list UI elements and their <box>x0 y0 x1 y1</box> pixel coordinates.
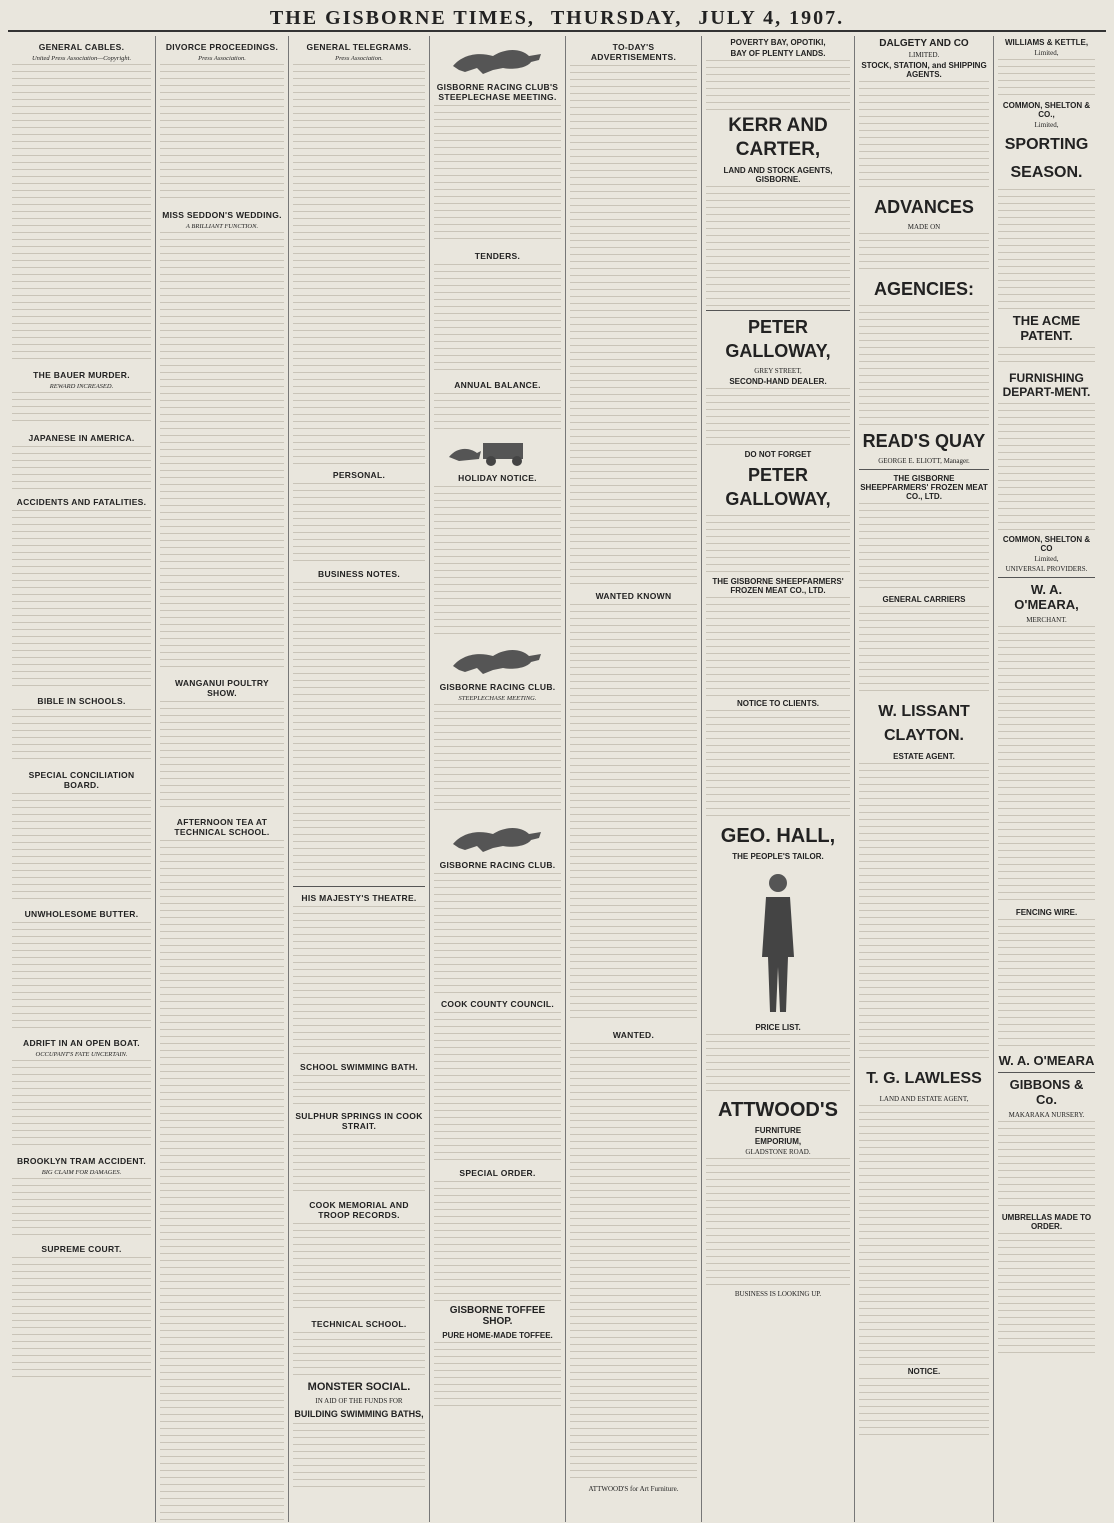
coach-horse <box>449 449 481 461</box>
coach-wheel <box>512 456 522 466</box>
article-text <box>293 582 425 882</box>
article-text <box>434 1181 561 1301</box>
racehorse-illustration <box>443 818 553 854</box>
ad-text <box>859 233 989 273</box>
heading-afternoon-tea: AFTERNOON TEA AT TECHNICAL SCHOOL. <box>174 817 270 837</box>
article-text <box>293 1223 425 1313</box>
heading-acme: THE ACME PATENT. <box>1012 313 1081 343</box>
heading-reads-quay: READ'S QUAY <box>862 431 986 451</box>
heading-notice: NOTICE. <box>907 1367 941 1376</box>
ad-text <box>706 60 850 110</box>
subhead: STEEPLECHASE MEETING. <box>458 695 537 702</box>
article-text <box>293 1423 425 1493</box>
ad-text <box>859 1378 989 1438</box>
ad-text <box>859 503 989 593</box>
heading-holiday: HOLIDAY NOTICE. <box>458 473 537 483</box>
heading-wanted: WANTED. <box>612 1030 655 1040</box>
ad-line: EMPORIUM, <box>754 1137 802 1146</box>
subhead: United Press Association—Copyright. <box>31 55 132 62</box>
coach-illustration <box>443 437 553 467</box>
heading-omeara: W. A. O'MEARA, <box>1014 582 1079 612</box>
heading-annual-balance: ANNUAL BALANCE. <box>454 380 541 390</box>
divider <box>706 310 850 311</box>
heading-peter-galloway: PETER GALLOWAY, <box>725 317 831 361</box>
heading-frozen-meat: THE GISBORNE SHEEPFARMERS' FROZEN MEAT CO., LTD. <box>860 474 988 501</box>
ad-text <box>998 1233 1095 1353</box>
ad-text <box>706 710 850 820</box>
heading-common-shelton-2: COMMON, SHELTON & CO <box>1002 535 1091 553</box>
heading-omeara-2: W. A. O'MEARA <box>998 1053 1095 1068</box>
masthead-date: JULY 4, 1907. <box>698 6 845 29</box>
article-text <box>293 1332 425 1377</box>
subhead: Press Association. <box>198 55 246 62</box>
divider <box>998 577 1095 578</box>
article-text <box>160 64 284 204</box>
ad-text <box>706 597 850 697</box>
heading-kerr-carter: KERR AND CARTER, <box>728 115 828 160</box>
ad-line: MADE ON <box>907 223 941 231</box>
heading-toffee-shop: GISBORNE TOFFEE SHOP. <box>449 1305 546 1327</box>
subhead: LAND AND STOCK AGENTS, GISBORNE. <box>723 166 833 184</box>
divider <box>998 1072 1095 1073</box>
racehorse-illustration <box>443 640 553 676</box>
ad-text <box>859 606 989 696</box>
ad-line: MAKARAKA NURSERY. <box>1008 1111 1085 1119</box>
heading-telegrams: GENERAL TELEGRAMS. <box>306 42 412 52</box>
ad-text <box>706 1158 850 1288</box>
heading-theatre: HIS MAJESTY'S THEATRE. <box>301 893 417 903</box>
article-text <box>293 1075 425 1105</box>
column-7 <box>855 36 994 1522</box>
article-text <box>434 704 561 814</box>
columns <box>8 36 1106 1522</box>
heading-japanese: JAPANESE IN AMERICA. <box>28 433 135 443</box>
article-text <box>12 64 151 364</box>
heading-racing-club-3: GISBORNE RACING CLUB. <box>439 860 556 870</box>
ad-text <box>998 347 1095 367</box>
ad-text <box>998 403 1095 533</box>
ad-line: Limited, <box>1034 49 1059 57</box>
heading-divorce: DIVORCE PROCEEDINGS. <box>165 42 279 52</box>
column-1 <box>8 36 156 1522</box>
article-text <box>293 483 425 563</box>
article-text <box>12 446 151 491</box>
ad-text <box>859 763 989 1063</box>
heading-butter: UNWHOLESOME BUTTER. <box>24 909 139 919</box>
classified-text <box>570 1043 697 1483</box>
heading-common-shelton: COMMON, SHELTON & CO., <box>1002 101 1091 119</box>
article-text <box>293 906 425 1056</box>
heading-gibbons: GIBBONS & Co. <box>1009 1077 1084 1107</box>
ad-line: GREY STREET, <box>754 367 802 375</box>
ad-line: MERCHANT. <box>1026 616 1067 624</box>
heading-conciliation: SPECIAL CONCILIATION BOARD. <box>28 770 135 790</box>
heading-supreme-court: SUPREME COURT. <box>41 1244 122 1254</box>
article-text <box>12 1257 151 1377</box>
ad-text <box>859 305 989 425</box>
ad-line: ESTATE AGENT. <box>893 752 955 761</box>
ad-line: GEORGE E. ELIOTT, Manager. <box>878 457 970 465</box>
figure-body <box>762 897 794 1012</box>
column-2 <box>156 36 289 1522</box>
ad-line: PURE HOME-MADE TOFFEE. <box>442 1331 553 1340</box>
heading-todays-ads: TO-DAY'S ADVERTISEMENTS. <box>590 42 677 62</box>
column-8 <box>994 36 1099 1522</box>
ad-line: SECOND-HAND DEALER. <box>729 377 827 386</box>
heading-cook-county: COOK COUNTY COUNCIL. <box>440 999 555 1009</box>
subhead: BIG CLAIM FOR DAMAGES. <box>41 1169 122 1176</box>
column-4 <box>430 36 566 1522</box>
heading-tenders: TENDERS. <box>474 251 521 261</box>
divider <box>859 469 989 470</box>
ad-line: LAND AND ESTATE AGENT, <box>879 1095 969 1103</box>
figure-head <box>769 874 787 892</box>
heading-sulphur: SULPHUR SPRINGS IN COOK STRAIT. <box>295 1111 423 1131</box>
subhead: A BRILLIANT FUNCTION. <box>185 223 259 230</box>
heading-frozen-meat: THE GISBORNE SHEEPFARMERS' FROZEN MEAT CO., LTD. <box>712 577 844 595</box>
horse-shape <box>453 50 541 74</box>
tailor-figure-illustration <box>748 867 808 1017</box>
column-6 <box>702 36 855 1522</box>
heading-personal: PERSONAL. <box>332 470 386 480</box>
ad-text <box>998 189 1095 309</box>
ad-text <box>998 919 1095 1049</box>
heading-technical: TECHNICAL SCHOOL. <box>311 1319 407 1329</box>
ad-text <box>859 81 989 191</box>
article-text <box>434 486 561 636</box>
column-5 <box>566 36 702 1522</box>
ad-line: THE PEOPLE'S TAILOR. <box>732 852 824 861</box>
ad-text <box>706 388 850 448</box>
ad-text <box>998 626 1095 906</box>
ad-text <box>706 1034 850 1094</box>
heading-special-order: SPECIAL ORDER. <box>459 1168 536 1178</box>
heading-geo-hall: GEO. HALL, <box>720 825 836 847</box>
ad-line: FURNITURE <box>754 1126 802 1135</box>
ad-line: BUSINESS IS LOOKING UP. <box>734 1290 822 1298</box>
heading-fencing-wire: FENCING WIRE. <box>1015 908 1078 917</box>
heading-agencies: AGENCIES: <box>873 279 974 299</box>
horse-shape <box>453 828 541 852</box>
article-text <box>434 873 561 993</box>
article-text <box>160 232 284 672</box>
ad-text <box>998 1121 1095 1211</box>
heading-dalgety: DALGETY AND CO <box>879 38 969 49</box>
subhead: REWARD INCREASED. <box>49 383 114 390</box>
subhead: BAY OF PLENTY LANDS. <box>730 49 826 58</box>
heading-racing-club-2: GISBORNE RACING CLUB. <box>439 682 556 692</box>
masthead <box>8 6 1106 32</box>
ad-line: STOCK, STATION, and SHIPPING AGENTS. <box>861 61 987 79</box>
heading-accidents: ACCIDENTS AND FATALITIES. <box>16 497 147 507</box>
heading-brooklyn: BROOKLYN TRAM ACCIDENT. <box>16 1156 147 1166</box>
heading-poultry: WANGANUI POULTRY SHOW. <box>174 678 270 698</box>
article-text <box>12 510 151 690</box>
classified-text <box>570 604 697 1024</box>
heading-lissant-clayton: W. LISSANT CLAYTON. <box>878 703 970 744</box>
heading-sporting: SPORTING <box>1004 136 1089 153</box>
ad-line: IN AID OF THE FUNDS FOR <box>315 1397 403 1405</box>
article-text <box>293 64 425 464</box>
ad-text <box>859 1105 989 1365</box>
heading-monster-social: MONSTER SOCIAL. <box>307 1381 411 1393</box>
heading-cook-memorial: COOK MEMORIAL AND TROOP RECORDS. <box>309 1200 409 1220</box>
heading-umbrellas: UMBRELLAS MADE TO ORDER. <box>1001 1213 1092 1231</box>
article-text <box>160 840 284 1522</box>
article-text <box>293 1134 425 1194</box>
ad-text <box>706 515 850 575</box>
heading-notice-clients: NOTICE TO CLIENTS. <box>736 699 820 708</box>
coach-wheel <box>486 456 496 466</box>
heading-attwoods: ATTWOOD'S <box>718 1099 838 1121</box>
article-text <box>434 1012 561 1162</box>
ad-line: LIMITED. <box>908 51 940 59</box>
heading-lawless: T. G. LAWLESS <box>866 1070 982 1087</box>
article-text <box>160 701 284 811</box>
article-text <box>434 393 561 433</box>
column-3 <box>289 36 430 1522</box>
classified-text <box>570 65 697 585</box>
masthead-paper: THE GISBORNE TIMES, <box>269 6 535 29</box>
heading-bible: BIBLE IN SCHOOLS. <box>37 696 126 706</box>
heading-swimming-bath: SCHOOL SWIMMING BATH. <box>300 1062 418 1072</box>
ad-line: DO NOT FORGET <box>744 450 812 459</box>
heading-carriers: GENERAL CARRIERS <box>882 595 966 604</box>
horse-shape <box>453 650 541 674</box>
heading-poverty-bay: POVERTY BAY, OPOTIKI, <box>730 38 826 47</box>
heading-peter-galloway-2: PETER GALLOWAY, <box>725 465 831 509</box>
heading-racing-club: GISBORNE RACING CLUB'S STEEPLECHASE MEETING. <box>436 82 559 102</box>
heading-advances: ADVANCES <box>874 197 974 217</box>
article-text <box>12 793 151 903</box>
divider <box>293 886 425 887</box>
article-text <box>12 922 151 1032</box>
ad-line: Limited, <box>1034 555 1059 563</box>
heading-adrift: ADRIFT IN AN OPEN BOAT. <box>23 1038 140 1048</box>
article-text <box>12 709 151 764</box>
article-text <box>434 264 561 374</box>
article-text <box>12 1178 151 1238</box>
heading-business-notes: BUSINESS NOTES. <box>318 569 400 579</box>
heading-seddon-wedding: MISS SEDDON'S WEDDING. <box>162 210 282 220</box>
heading-bauer-murder: THE BAUER MURDER. <box>33 370 130 380</box>
article-text <box>434 105 561 245</box>
article-text <box>434 1342 561 1412</box>
heading-wanted-known: WANTED KNOWN <box>595 591 672 601</box>
article-text <box>12 392 151 427</box>
ad-line: UNIVERSAL PROVIDERS. <box>1005 565 1088 573</box>
heading-season: SEASON. <box>1010 164 1083 181</box>
racehorse-illustration <box>443 40 553 76</box>
masthead-day: THURSDAY, <box>550 6 683 29</box>
ad-line: GLADSTONE ROAD. <box>745 1148 811 1156</box>
heading-building-baths: BUILDING SWIMMING BATHS, <box>294 1409 424 1419</box>
article-text <box>12 1060 151 1150</box>
subhead: Press Association. <box>335 55 383 62</box>
heading-price-list: PRICE LIST. <box>755 1023 801 1032</box>
heading-furnishing: FURNISHING DEPART-MENT. <box>1002 371 1091 399</box>
ad-line: Limited, <box>1034 121 1059 129</box>
ad-text <box>998 59 1095 99</box>
ad-line: ATTWOOD'S for Art Furniture. <box>588 1485 679 1493</box>
heading-williams-kettle: WILLIAMS & KETTLE, <box>1004 38 1089 47</box>
heading-general-cables: GENERAL CABLES. <box>38 42 125 52</box>
subhead: OCCUPANT'S FATE UNCERTAIN. <box>35 1051 128 1058</box>
ad-text <box>706 186 850 306</box>
